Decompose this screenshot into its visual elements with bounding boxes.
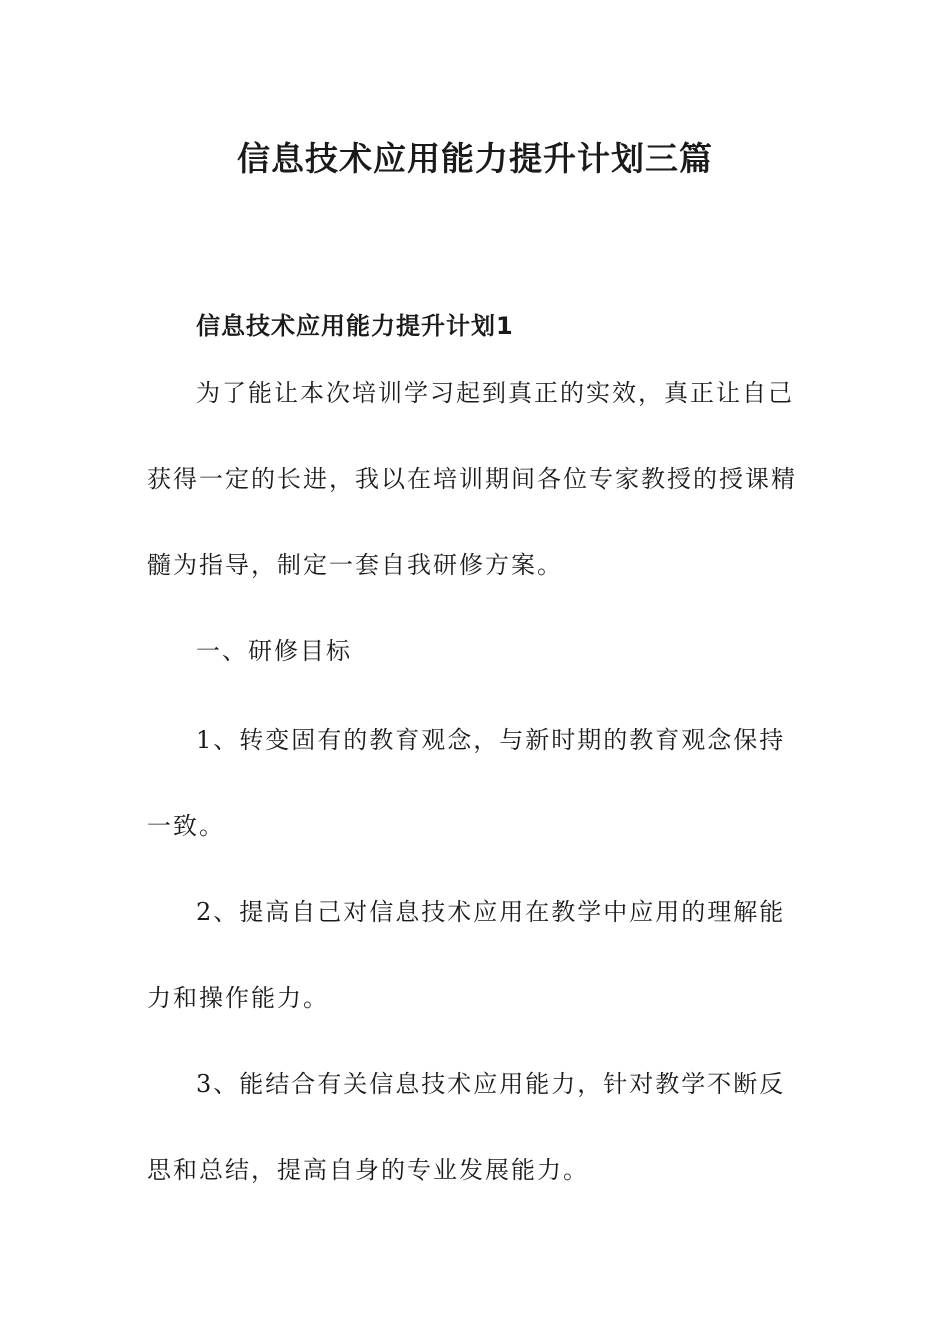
paragraph-goal-3: 3、能结合有关信息技术应用能力，针对教学不断反思和总结，提高自身的专业发展能力。: [147, 1070, 786, 1184]
paragraph-intro: 为了能让本次培训学习起到真正的实效，真正让自己获得一定的长进，我以在培训期间各位专家教授的授课精髓为指导，制定一套自我研修方案。: [147, 379, 797, 579]
document-title: 信息技术应用能力提升计划三篇: [237, 139, 713, 178]
paragraph-goal-2: 2、提高自己对信息技术应用在教学中应用的理解能力和操作能力。: [147, 898, 786, 1012]
paragraph-goals-heading: 一、研修目标: [196, 637, 352, 665]
section-heading: 信息技术应用能力提升计划1: [196, 312, 514, 340]
paragraph-goal-1: 1、转变固有的教育观念，与新时期的教育观念保持一致。: [147, 726, 786, 840]
